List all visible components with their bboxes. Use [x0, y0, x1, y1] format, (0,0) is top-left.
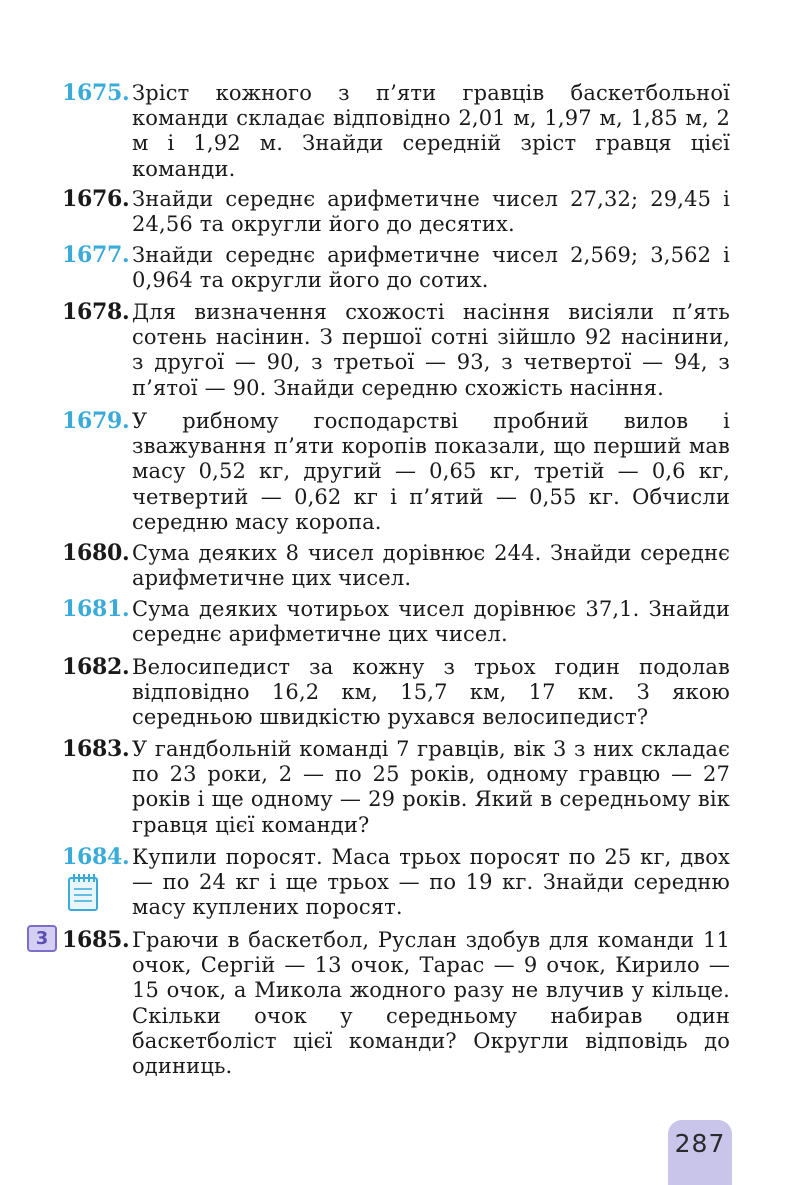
problem-text: Велосипедист за кожну з трьох годин подолав відповідно 16,2 км, 15,7 км, 17 км. З якою середньою швидкістю рухався велосипедист?	[132, 655, 730, 730]
notepad-icon	[66, 872, 100, 912]
problem-1677	[62, 243, 730, 293]
problem-1678	[62, 300, 730, 401]
problem-text: Граючи в баскетбол, Руслан здобув для команди 11 очок, Сергій — 13 очок, Тарас — 9 очок, Кирило — 15 очок, а Микола жодного разу не влучив у кільце. Скільки очок у середньому набирав один баскетболіст цієї команди? Округли відповідь до одиниць.	[132, 928, 730, 1079]
problem-number: 1677.	[62, 242, 130, 268]
problem-number: 1678.	[62, 299, 130, 325]
problem-number: 1679.	[62, 408, 130, 434]
problem-1680	[62, 541, 730, 591]
problem-number: 1675.	[62, 80, 130, 106]
level-badge: 3	[27, 925, 57, 952]
problem-1685	[62, 928, 730, 1079]
problem-number: 1682.	[62, 654, 130, 680]
problem-number: 1684.	[62, 844, 130, 870]
problem-1676	[62, 187, 730, 237]
problem-text: Сума деяких чотирьох чисел дорівнює 37,1. Знайди середнє арифметичне цих чисел.	[132, 597, 730, 647]
page-number: 287	[668, 1120, 732, 1185]
problem-text: Знайди середнє арифметичне чисел 27,32; 29,45 і 24,56 та округли його до десятих.	[132, 187, 730, 237]
problem-1675	[62, 81, 730, 182]
problem-text: У гандбольній команді 7 гравців, вік 3 з них складає по 23 роки, 2 — по 25 років, одному гравцю — 27 років і ще одному — 29 років. Який в середньому вік гравця цієї команди?	[132, 737, 730, 837]
problem-text: Знайди середнє арифметичне чисел 2,569; 3,562 і 0,964 та округли його до сотих.	[132, 243, 730, 293]
problem-1679	[62, 409, 730, 535]
problem-text: Для визначення схожості насіння висіяли п’ять сотень насінин. З першої сотні зійшло 92 насінини, з другої — 90, з третьої — 93, з четвертої — 94, з п’ятої — 90. Знайди середню схожість насіння.	[132, 300, 730, 400]
problem-number: 1680.	[62, 540, 130, 566]
problem-number: 1685.	[62, 927, 130, 953]
problem-1681	[62, 597, 730, 647]
problem-number: 1683.	[62, 736, 130, 762]
problem-text: Зріст кожного з п’яти гравців баскетбольної команди складає відповідно 2,01 м, 1,97 м, 1,85 м, 2 м і 1,92 м. Знайди середній зріст гравця цієї команди.	[132, 81, 730, 181]
problem-text: Купили поросят. Маса трьох поросят по 25 кг, двох — по 24 кг і ще трьох — по 19 кг. Знайди середню масу куплених поросят.	[132, 845, 730, 920]
problem-1683	[62, 737, 730, 838]
problem-number: 1681.	[62, 596, 130, 622]
problem-1682	[62, 655, 730, 731]
problem-text: У рибному господарстві пробний вилов і зважування п’яти коропів показали, що перший мав масу 0,52 кг, другий — 0,65 кг, третій — 0,6 кг, четвертий — 0,62 кг і п’ятий — 0,55 кг. Обчисли середню масу коропа.	[132, 409, 730, 534]
problem-number: 1676.	[62, 186, 130, 212]
problem-text: Сума деяких 8 чисел дорівнює 244. Знайди середнє арифметичне цих чисел.	[132, 541, 730, 591]
problem-1684	[62, 845, 730, 921]
